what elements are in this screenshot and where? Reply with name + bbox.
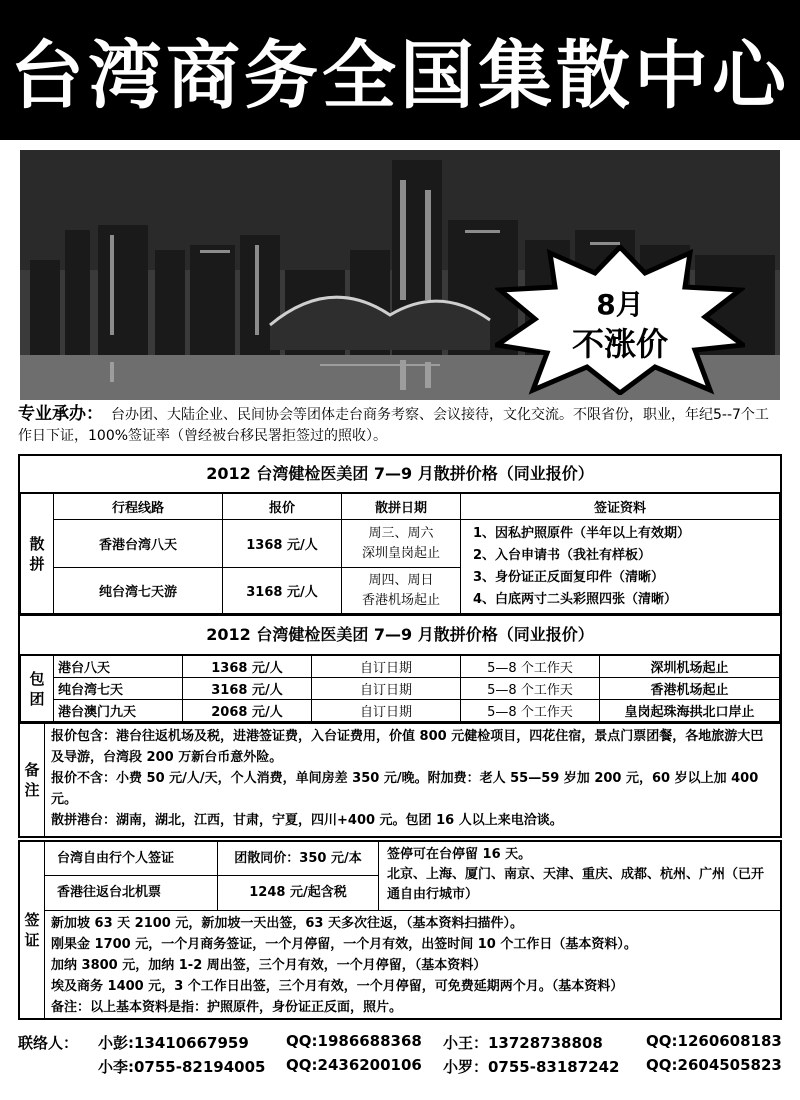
group-tour-section <box>18 454 782 616</box>
contact-phone: 小李:0755-82194005 <box>98 1058 266 1076</box>
contact-qq: QQ:2436200106 <box>286 1056 422 1074</box>
private-tour-table <box>20 655 780 722</box>
intro-label: 专业承办： <box>18 404 103 424</box>
visa-side-label: 签 证 <box>20 842 45 1018</box>
col-visa-docs: 签证资料 <box>461 494 780 520</box>
contact-row <box>18 1056 782 1080</box>
visa-item-price: 团散同价：350 元/本 <box>218 842 378 876</box>
private-tour-section <box>18 614 782 724</box>
table-row: 港台澳门九天 2068 元/人 自订日期 5—8 个工作天 皇岗起珠海拱北口岸止 <box>21 700 780 722</box>
contact-phone: 小彭:13410667959 <box>98 1034 249 1052</box>
remarks-side-label: 备 注 <box>20 724 45 836</box>
visa-item-name: 香港往返台北机票 <box>57 885 162 900</box>
col-price: 报价 <box>223 494 342 520</box>
table-row: 香港台湾八天 1368 元/人 周三、周六 深圳皇岗起止 1、因私护照原件（半年以上有效期） 2、入台申请书（我社有样板） 3、身份证正反面复印件（清晰） 4、白底两寸二头彩照四张（清晰） <box>21 520 780 568</box>
group-side-label: 散 拼 <box>21 494 54 614</box>
group-tour-table <box>20 493 780 614</box>
visa-docs-list: 1、因私护照原件（半年以上有效期） 2、入台申请书（我社有样板） 3、身份证正反面复印件（清晰） 4、白底两寸二头彩照四张（清晰） <box>461 520 780 614</box>
intro-paragraph <box>18 404 782 447</box>
private-tour-title: 2012 台湾健检医美团 7—9 月散拼价格（同业报价） <box>20 616 780 655</box>
promo-month: 8月 <box>596 288 644 321</box>
promo-no-price-increase: 不涨价 <box>571 325 668 363</box>
contact-phone: 小罗：0755-83187242 <box>443 1058 620 1076</box>
visa-other-countries: 新加坡 63 天 2100 元，新加坡一天出签，63 天多次往返，（基本资料扫描件）。 刚果金 1700 元，一个月商务签证，一个月停留，一个月有效，出签时间 10 个工作日（基本资料）。 加纳 3800 元，加纳 1-2 周出签，三个月有效，一个月停留，（基本资料） 埃及商务 1400 元，3 个工作日出签，三个月有效，一个月停留，可免费延期两个月。（基本资料） 备注：以上基本资料是指：护照原件，身份证正反面，照片。 <box>51 916 637 1015</box>
visa-top-block <box>45 842 780 911</box>
col-route: 行程线路 <box>54 494 223 520</box>
contact-row <box>18 1032 782 1056</box>
remarks-section <box>18 722 782 838</box>
visa-content <box>45 842 780 1018</box>
table-row: 包 团 港台八天 1368 元/人 自订日期 5—8 个工作天 深圳机场起止 <box>21 656 780 678</box>
visa-item-name: 台湾自由行个人签证 <box>45 842 217 876</box>
visa-free-cities: 签停可在台停留 16 天。 北京、上海、厦门、南京、天津、重庆、成都、杭州、广州（已开通自由行城市） <box>387 847 765 902</box>
header-banner <box>0 0 800 140</box>
group-tour-title: 2012 台湾健检医美团 7—9 月散拼价格（同业报价） <box>20 456 780 493</box>
intro-text: 台办团、大陆企业、民间协会等团体走台商务考察、会议接待，文化交流。不限省份，职业，年纪5--7个工作日下证，100%签证率（曾经被台移民署拒签过的照收）。 <box>18 407 769 444</box>
contact-qq: QQ:2604505823 <box>646 1056 782 1074</box>
visa-item-price: 1248 元/起含税 <box>249 885 347 900</box>
contact-phone: 小王：13728738808 <box>443 1034 603 1052</box>
promo-starburst <box>495 245 745 395</box>
table-row: 纯台湾七天 3168 元/人 自订日期 5—8 个工作天 香港机场起止 <box>21 678 780 700</box>
contact-qq: QQ:1260608183 <box>646 1032 782 1050</box>
contact-qq: QQ:1986688368 <box>286 1032 422 1050</box>
contact-label: 联络人： <box>18 1034 79 1052</box>
page-title: 台湾商务全国集散中心 <box>10 33 790 119</box>
remarks-text: 报价包含：港台往返机场及税，进港签证费，入台证费用，价值 800 元健检项目，四花住宿，景点门票团餐，各地旅游大巴及导游，台湾段 200 万新台币意外险。 报价不含：小费 50 元/人/天，个人消费，单间房差 350 元/晚。附加费：老人 55—59 岁加 200 元，60 岁以上加 400 元。 散拼港台：湖南，湖北，江西，甘肃，宁夏，四川+400 元。包团 16 人以上来电洽谈。 <box>51 729 764 828</box>
table-row: 纯台湾七天游 3168 元/人 周四、周日 香港机场起止 <box>21 568 780 614</box>
table-header-row <box>21 494 780 520</box>
contact-block <box>18 1032 782 1080</box>
private-side-label: 包 团 <box>21 656 54 722</box>
col-date: 散拼日期 <box>342 494 461 520</box>
visa-section <box>18 840 782 1020</box>
